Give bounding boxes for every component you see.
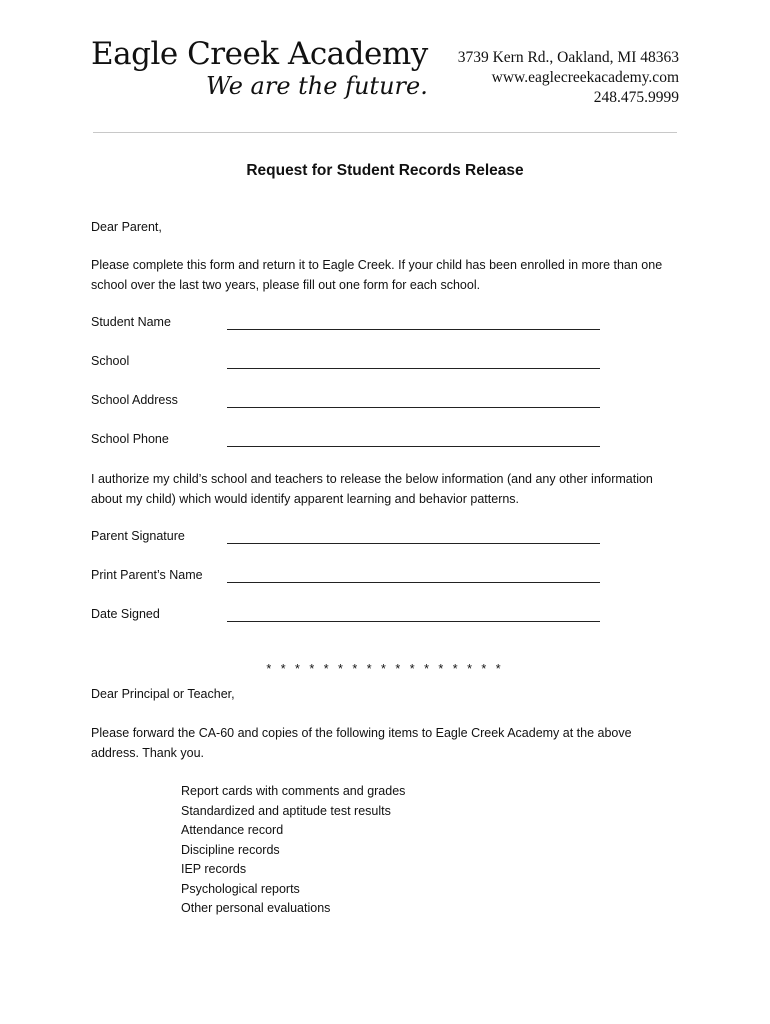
field-label: Print Parent’s Name — [91, 568, 203, 582]
school-address-input-line[interactable] — [227, 407, 600, 408]
field-label: School Phone — [91, 432, 169, 446]
form-title: Request for Student Records Release — [246, 162, 524, 179]
school-address: 3739 Kern Rd., Oakland, MI 48363 — [457, 49, 679, 66]
print-parent-name-field[interactable] — [91, 568, 611, 588]
field-label: School Address — [91, 393, 178, 407]
list-item: IEP records — [181, 862, 247, 876]
parent-signature-field[interactable] — [91, 529, 611, 549]
list-item: Standardized and aptitude test results — [181, 803, 391, 818]
parent-signature-input-line[interactable] — [227, 543, 600, 544]
authorization-line-1: I authorize my child’s school and teachers to release the below information (and any other information — [91, 472, 653, 486]
school-phone-field[interactable] — [91, 432, 611, 452]
date-signed-input-line[interactable] — [227, 621, 600, 622]
instructions-paragraph — [91, 256, 691, 295]
instructions-line-2: school over the last two years, please fill out one form for each school. — [91, 277, 481, 292]
section-separator: * * * * * * * * * * * * * * * * * — [266, 662, 504, 676]
school-name: Eagle Creek Academy — [91, 36, 428, 72]
principal-salutation: Dear Principal or Teacher, — [91, 687, 235, 701]
student-name-field[interactable] — [91, 315, 611, 335]
date-signed-field[interactable] — [91, 607, 611, 627]
school-phone: 248.475.9999 — [593, 89, 679, 106]
school-motto: We are the future. — [206, 72, 428, 100]
list-item: Discipline records — [181, 842, 280, 857]
school-input-line[interactable] — [227, 368, 600, 369]
instructions-line-1: Please complete this form and return it to Eagle Creek. If your child has been enrolled in more than one — [91, 258, 663, 272]
contact-block — [458, 48, 679, 108]
field-label: Parent Signature — [91, 529, 185, 543]
field-label: Student Name — [91, 315, 171, 329]
request-paragraph — [91, 724, 691, 763]
authorization-paragraph — [91, 470, 691, 509]
field-label: School — [91, 354, 130, 368]
field-label: Date Signed — [91, 607, 160, 621]
request-line-2: address. Thank you. — [91, 745, 205, 760]
print-parent-name-input-line[interactable] — [227, 582, 600, 583]
list-item: Attendance record — [181, 823, 284, 837]
school-field[interactable] — [91, 354, 611, 374]
list-item: Report cards with comments and grades — [181, 784, 406, 798]
header-divider — [93, 132, 677, 133]
list-item: Other personal evaluations — [181, 901, 331, 915]
school-phone-input-line[interactable] — [227, 446, 600, 447]
list-item: Psychological reports — [181, 881, 300, 896]
request-line-1: Please forward the CA-60 and copies of the following items to Eagle Creek Academy at the above — [91, 726, 632, 740]
student-name-input-line[interactable] — [227, 329, 600, 330]
parent-salutation: Dear Parent, — [91, 220, 162, 234]
school-website: www.eaglecreekacademy.com — [491, 69, 679, 86]
school-address-field[interactable] — [91, 393, 611, 413]
requested-items-list — [181, 782, 405, 919]
authorization-line-2: about my child) which would identify apparent learning and behavior patterns. — [91, 491, 520, 506]
letterhead — [0, 0, 770, 140]
